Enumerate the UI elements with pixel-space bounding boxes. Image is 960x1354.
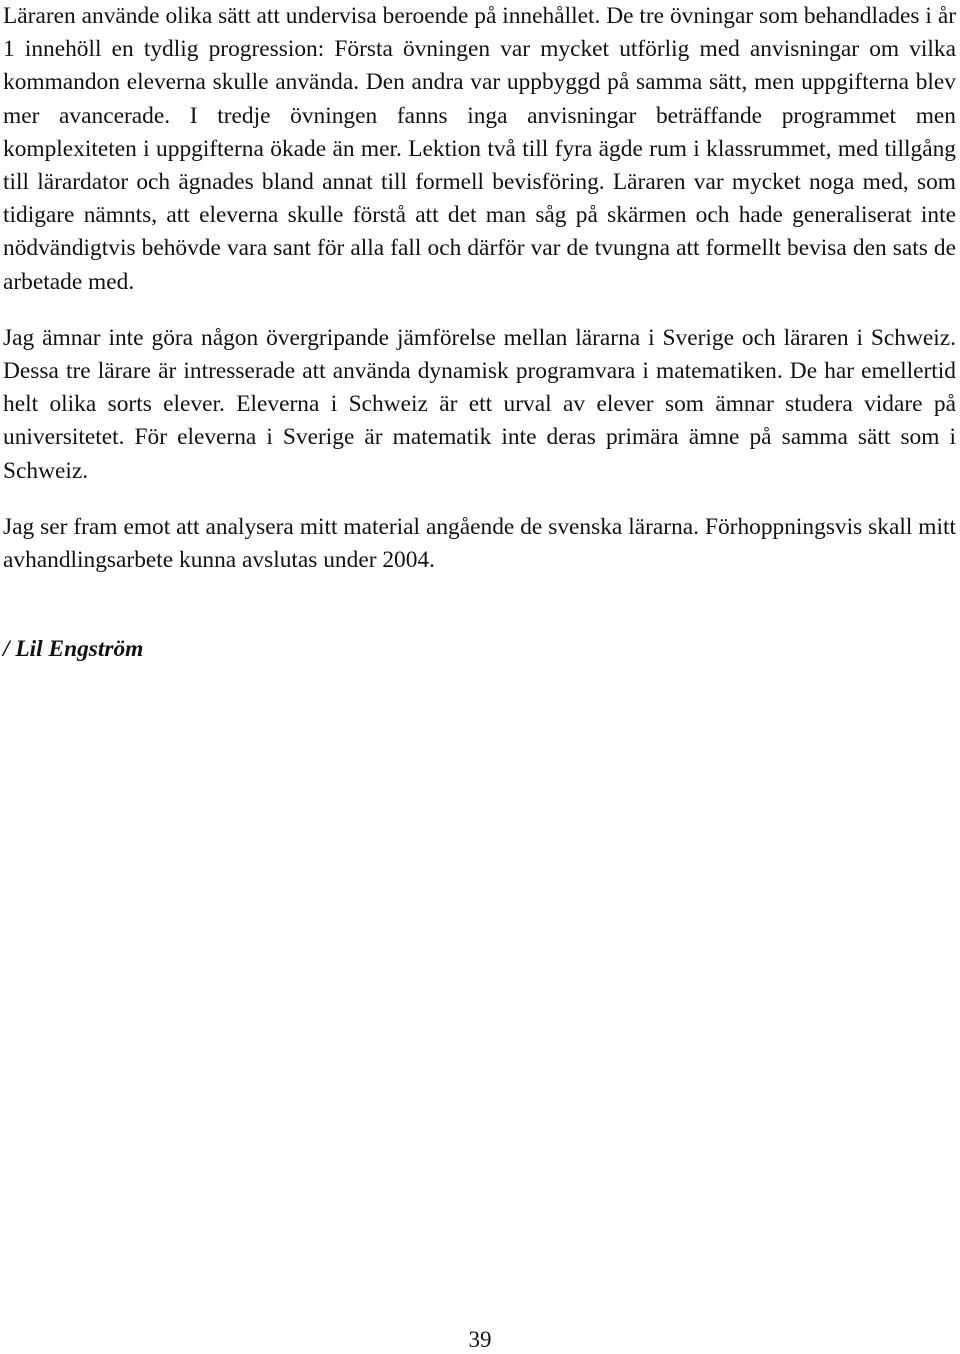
body-paragraph-2: Jag ämnar inte göra någon övergripande jämförelse mellan lärarna i Sverige och läraren i Schweiz. Dessa tre lärare är intresserade att använda dynamisk programvara i matematiken. De har emellertid helt olika sorts elever. Eleverna i Schweiz är ett urval av elever som ämnar studera vidare på universitetet. För eleverna i Sverige är matematik inte deras primära ämne på samma sätt som i Schweiz. [3, 324, 956, 484]
author-signature: / Lil Engström [3, 636, 144, 663]
body-paragraph-1: Läraren använde olika sätt att undervisa beroende på innehållet. De tre övningar som behandlades i år 1 innehöll en tydlig progression: Första övningen var mycket utförlig med anvisningar om vilka kommandon eleverna skulle använda. Den andra var uppbyggd på samma sätt, men uppgifterna blev mer avancerade. I tredje övningen fanns inga anvisningar beträffande programmet men komplexiteten i uppgifterna ökade än mer. Lektion två till fyra ägde rum i klassrummet, med tillgång till lärardator och ägnades bland annat till formell bevisföring. Läraren var mycket noga med, som tidigare nämnts, att eleverna skulle förstå att det man såg på skärmen och hade generaliserat inte nödvändigtvis behövde vara sant för alla fall och därför var de tvungna att formellt bevisa den sats de arbetade med. [3, 3, 956, 295]
page-number: 39 [468, 1327, 492, 1352]
body-paragraph-3: Jag ser fram emot att analysera mitt material angående de svenska lärarna. Förhoppningsvis skall mitt avhandlingsarbete kunna avslutas under 2004. [3, 513, 956, 574]
